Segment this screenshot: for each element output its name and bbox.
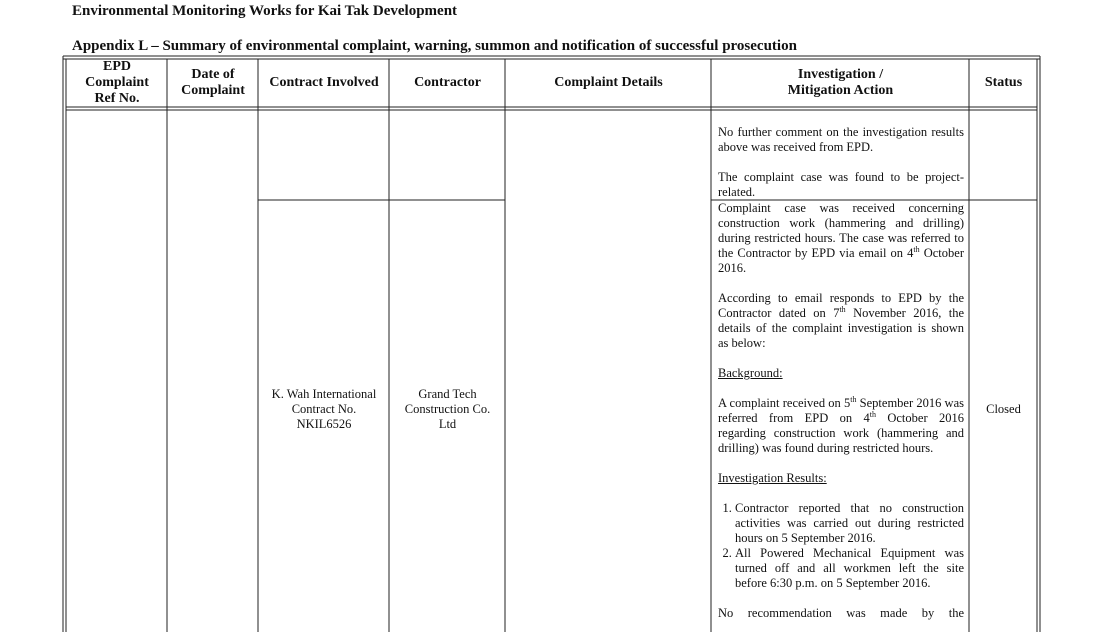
results-list (718, 501, 964, 591)
results-heading: Investigation Results: (718, 471, 827, 485)
list-item: 1. Contractor reported that no construction activities was carried out during restricted hours on 5 September 2016. (735, 501, 964, 546)
row1-action (718, 125, 964, 200)
header-ref-line2: Complaint (85, 75, 149, 90)
row2-action-p4: No recommendation was made by the (718, 606, 964, 620)
row2-action (718, 201, 964, 621)
row1-action-p1: No further comment on the investigation results above was received from EPD. (718, 125, 964, 154)
header-ref-line1: EPD (103, 59, 131, 74)
row2-contract-line2: Contract No. (291, 402, 357, 416)
row2-action-p3: A complaint received on 5th September 2016 was referred from EPD on 4th October 2016 regarding construction work (hammering and drilling) was found during restricted hours. (718, 394, 964, 455)
background-heading: Background: (718, 366, 783, 380)
row2-contractor-line3: Ltd (438, 417, 457, 431)
header-date-line2: Complaint (181, 83, 245, 98)
row2-contractor-line2: Construction Co. (404, 402, 491, 416)
row2-status: Closed (986, 402, 1021, 416)
header-date (168, 59, 258, 107)
appendix-title: Appendix L – Summary of environmental complaint, warning, summon and notification of successful prosecution (72, 38, 797, 54)
row2-contractor-line1: Grand Tech (418, 387, 477, 401)
row2-action-p2: According to email responds to EPD by the Contractor dated on 7th November 2016, the details of the complaint investigation is shown as below: (718, 291, 965, 350)
document-title: Environmental Monitoring Works for Kai Tak Development (72, 3, 458, 19)
row2-contract (259, 387, 389, 432)
header-contract: Contract Involved (269, 75, 379, 90)
row1-action-p2: The complaint case was found to be project-related. (718, 170, 964, 199)
header-ref-no (67, 59, 167, 107)
list-item: 2. All Powered Mechanical Equipment was turned off and all workmen left the site before 6:30 p.m. on 5 September 2016. (735, 546, 964, 591)
header-contractor: Contractor (414, 75, 481, 90)
header-ref-line3: Ref No. (94, 91, 140, 106)
row2-action-p1: Complaint case was received concerning construction work (hammering and drilling) during restricted hours. The case was referred to the Contractor by EPD via email on 4th October 2016. (718, 201, 964, 275)
row2-contract-line1: K. Wah International (271, 387, 377, 401)
header-status: Status (984, 75, 1023, 90)
row2-contractor (390, 387, 505, 432)
header-action-line1: Investigation / (797, 67, 884, 82)
header-action (712, 59, 969, 107)
header-details: Complaint Details (554, 75, 663, 90)
header-action-line2: Mitigation Action (787, 83, 894, 98)
row2-contract-line3: NKIL6526 (296, 417, 352, 431)
header-date-line1: Date of (191, 67, 235, 82)
